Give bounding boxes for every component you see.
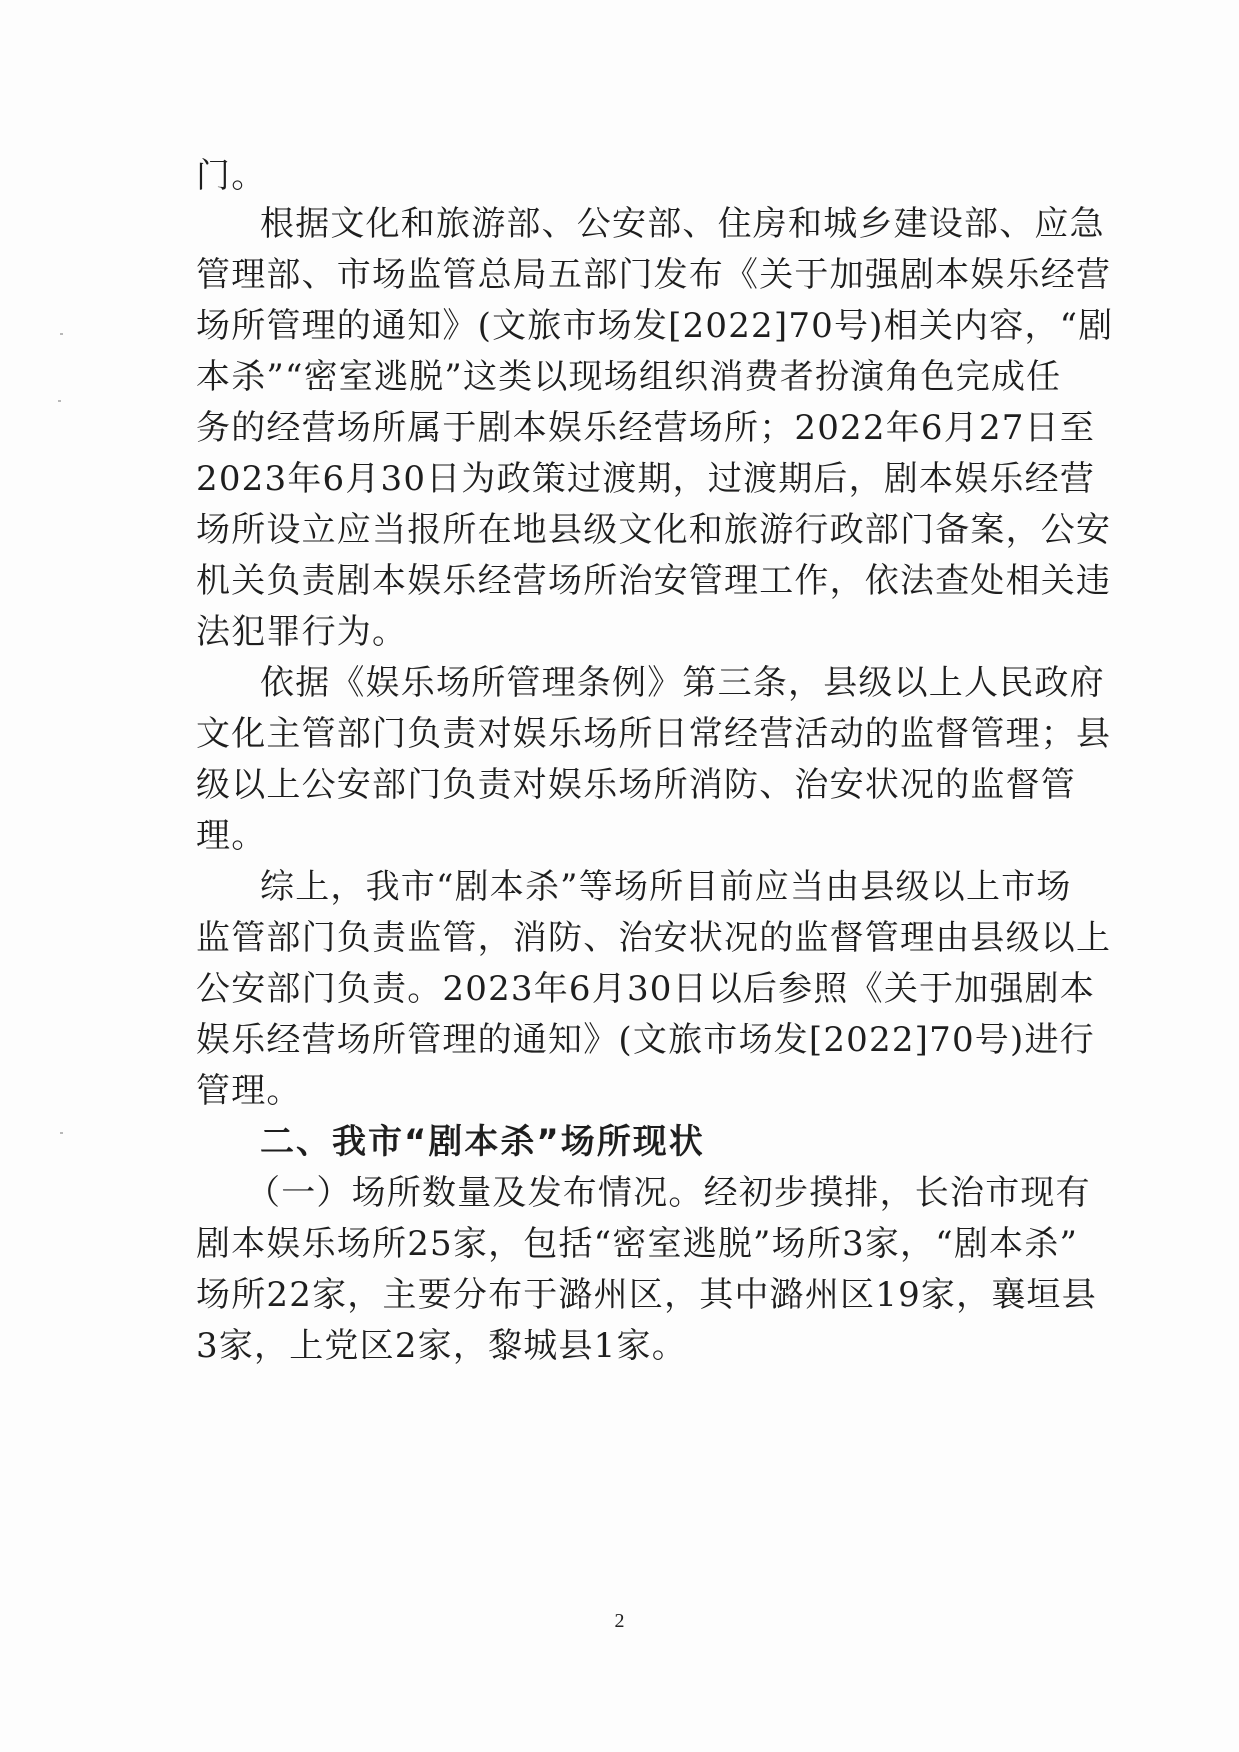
scan-speck	[60, 1132, 63, 1134]
text-line: 法犯罪行为。	[196, 612, 408, 652]
text-line: 门。	[196, 156, 267, 196]
text-line: 监管部门负责监管，消防、治安状况的监督管理由县级以上	[196, 918, 1112, 958]
text-line: 务的经营场所属于剧本娱乐经营场所；2022年6月27日至	[196, 408, 1096, 448]
text-line: 娱乐经营场所管理的通知》(文旅市场发[2022]70号)进行	[196, 1020, 1095, 1060]
text-line: 公安部门负责。2023年6月30日以后参照《关于加强剧本	[196, 969, 1096, 1009]
text-line: 3家，上党区2家，黎城县1家。	[196, 1326, 687, 1366]
text-line: 管理部、市场监管总局五部门发布《关于加强剧本娱乐经营	[196, 255, 1112, 295]
scan-speck	[60, 333, 63, 335]
section-heading: 二、我市“剧本杀”场所现状	[260, 1122, 705, 1162]
text-line: 场所设立应当报所在地县级文化和旅游行政部门备案，公安	[196, 510, 1112, 550]
text-line: 级以上公安部门负责对娱乐场所消防、治安状况的监督管	[196, 765, 1076, 805]
text-line: （一）场所数量及发布情况。经初步摸排，长治市现有	[246, 1173, 1091, 1213]
text-line: 根据文化和旅游部、公安部、住房和城乡建设部、应急	[260, 204, 1105, 244]
text-line: 依据《娱乐场所管理条例》第三条，县级以上人民政府	[260, 663, 1105, 703]
scan-speck	[58, 400, 61, 402]
text-line: 综上，我市“剧本杀”等场所目前应当由县级以上市场	[260, 867, 1072, 907]
page-number: 2	[614, 1610, 625, 1632]
text-line: 场所管理的通知》(文旅市场发[2022]70号)相关内容，“剧	[196, 306, 1114, 346]
text-line: 管理。	[196, 1071, 302, 1111]
text-line: 2023年6月30日为政策过渡期，过渡期后，剧本娱乐经营	[196, 459, 1096, 499]
text-line: 文化主管部门负责对娱乐场所日常经营活动的监督管理；县	[196, 714, 1112, 754]
text-line: 理。	[196, 816, 267, 856]
text-line: 剧本娱乐场所25家，包括“密室逃脱”场所3家，“剧本杀”	[196, 1224, 1079, 1264]
text-line: 机关负责剧本娱乐经营场所治安管理工作，依法查处相关违	[196, 561, 1112, 601]
text-line: 场所22家，主要分布于潞州区，其中潞州区19家，襄垣县	[196, 1275, 1097, 1315]
text-line: 本杀”“密室逃脱”这类以现场组织消费者扮演角色完成任	[196, 357, 1062, 397]
